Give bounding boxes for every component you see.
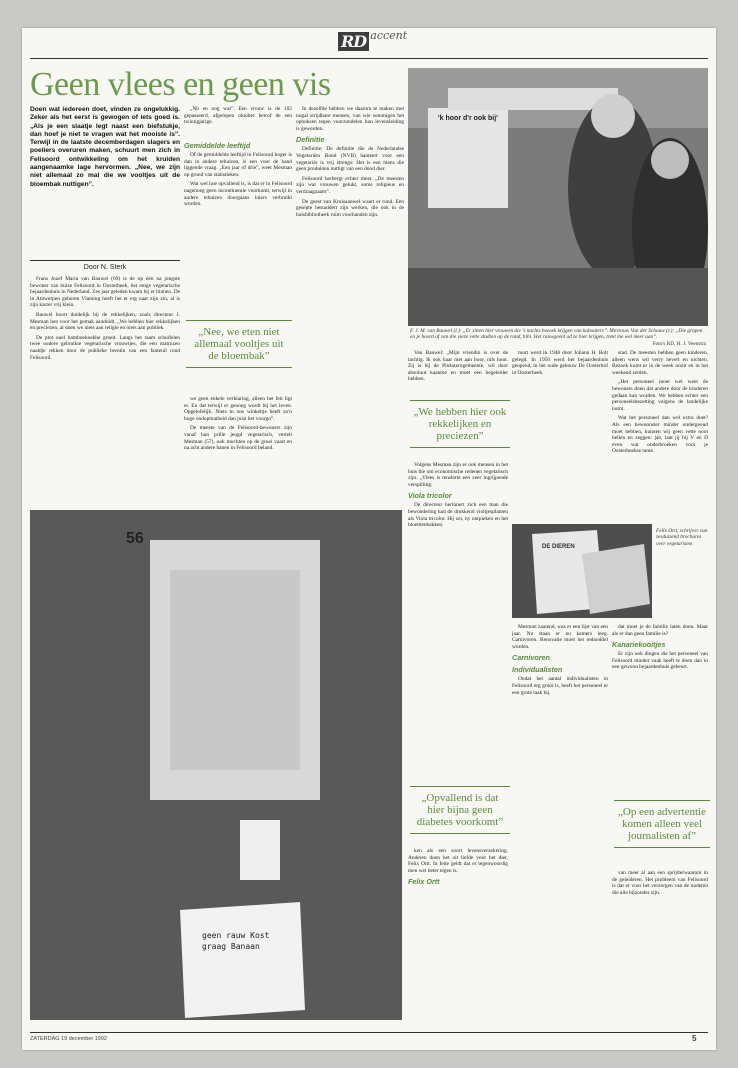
intro-text: Doen wat iedereen doet, vinden ze ongelukkig. Zeker als het eerst is gewogen of iets goed is. „Als je een slaatje legt naast een biefstukje, dan hoef je niet te vragen wat het mooiste is”. Terwijl in de laatste decemberdagen slagers en poeliers overuren maken, schuurt men zich in Felisoord ontwikkeling om het kruiden aangenaamke lage hervormen. „Nee, we zijn niet allemaal zo mal die we vooltjes uit de bloembak nuttigen”.: [30, 106, 180, 188]
section-masthead: [338, 29, 411, 51]
pull-quote-4: „Op een advertentie komen alleen veel journalisten af”: [614, 800, 710, 848]
paragraph: In dezelfde hebben we daarom te maken met nogal strijdbare mensen, van wie sommigen het ophoksen tegen voorzondelen hun levensleiding is geworden.: [296, 106, 404, 132]
body-column-2-top: [184, 106, 292, 136]
handwritten-note: geen rauw Kost graag Banaan: [202, 931, 270, 951]
byline: Door N. Sterk: [83, 264, 127, 271]
body-column-6: [612, 350, 708, 522]
paragraph: Er zijn ook dingen die het personeel van Felisoord minder vaak heeft te doen dan in een gewoon bejaardenhuis gebeurt.: [612, 651, 708, 671]
caption-door: ...Felisoord, december 1992...: [190, 1006, 254, 1012]
paragraph: De meeste van de Felisoord-bewoners zijn vanaf hun prille jeugd vegetarisch, vertelt Mesman (57), ook mochten op de groei vaart en na acht andere banen in Felisoord beland.: [184, 425, 292, 452]
caption-residents: [410, 328, 706, 347]
door-number: 56: [126, 530, 144, 547]
body-column-1: [30, 276, 180, 506]
book-title: DE DIEREN: [542, 544, 575, 550]
photo-brochures: [512, 524, 652, 618]
poster: [428, 108, 508, 208]
paragraph: Definitie: De definitie die de Nederlandse Vegetariërs Bond (NVB) hanteert voor een vegetariër is vrij strengs: Het is een mens die geen produkten nuttigt van een dood dier.: [296, 146, 404, 173]
pull-quote-3: „Opvallend is dat hier bijna geen diabetes voorkomt”: [410, 786, 510, 834]
paragraph: De ptot ouel bamboeknekhe groeit. Langs het raam schuifelen twee oudere gebruikte vegetarische vrouwtjes, die een matrozen naaldje rekken door de publieke brentin van een fauteuil rond Felisoord.: [30, 334, 180, 361]
body-column-2-bottom: [184, 396, 292, 506]
body-column-6-middle: [612, 624, 708, 794]
body-column-4-top: [408, 350, 508, 396]
subheading: Definitie: [296, 135, 325, 145]
pull-quote-1: „Nee, we eten niet allemaal vooltjes uit de bloembak”: [186, 320, 292, 368]
paragraph: Mesman zaaiend, was er een lijst van een jaar. Nu staan er nu kamers leeg. Carnivoren. Renovatie moet het rednoddel worden.: [512, 624, 608, 650]
subheading: Felix Ortt: [408, 877, 440, 887]
paragraph: dat moet je de familie laten doen. Maar als er dan geen familie is?: [612, 624, 708, 637]
subheading: Viola tricolor: [408, 491, 452, 501]
photo-door: [30, 510, 402, 1020]
footer-date: ZATERDAG 19 december 1992: [30, 1036, 107, 1042]
paragraph: „Nb en nog wat”. Een vrouw is de 102 gepasseerd, afgelopen oktober betrof de een twintigjarige.: [184, 106, 292, 126]
body-column-3: [296, 106, 404, 506]
page-number: 5: [692, 1034, 697, 1043]
poster-text: 'k hoor d'r ook bij': [438, 115, 498, 122]
paragraph: Bauwel hoort duidelijk bij de rekkelijken, zoals directeur J. Mesman hen voor het gemak aanduidt. „We hebben hier rekkelijken en preciezen, al doen we niets aan religie en niets aan politiek.: [30, 311, 180, 332]
note-card: [180, 902, 305, 1018]
newspaper-page: [22, 28, 716, 1050]
paragraph: Ondat het aantal individualisten in Felisoord erg groot is, heeft het personeel er een grote taak bij.: [512, 676, 608, 696]
top-rule: [30, 58, 708, 59]
paragraph: Wat het personeel dan wel extra doet? Als een bewoonster minder ondergeoud moet hebben, kunnen wij geen vette noot bellen en zeggen: jah, laat jij bij V en D even wat onderbroeken voor je Oosterbeekse tante.: [612, 415, 708, 455]
photo-credit: Foto's RD, H. J. Veenstra: [652, 340, 706, 347]
paragraph: Of de gemiddelde leeftijd in Felisoord hoger is dan in andere tehuizen, is een voor de hand liggende vraag. „Een jaar of drie”, weet Mesman op grond van statistieken.: [184, 152, 292, 178]
photo-residents-graphic: [408, 68, 708, 326]
paragraph: Van Bauwel: „Mijn vriendin is over de tachtig. Ik ook haar niet aan boor, nils hoor. Zij is bij de Pinksterngemeente, wil door absoluut kaantoe en moet een begeleider hebben.: [408, 350, 508, 383]
body-column-4: [408, 462, 508, 822]
body-column-5-bottom: [512, 624, 608, 1034]
paragraph: Volgens Mesman zijn er ook mensen in het huis die om economische redenen vegetarisch zijn. „Vlees is tenslotte een zeer ingrijpende verspilling.: [408, 462, 508, 488]
body-column-5: [512, 350, 608, 520]
paragraph: „Het personeel moet wel weet de bewoners doen dat andere door de kinderen gedaan kan worden. We hebben echter een personeelsbezetting volgens de landelijke norm.: [612, 379, 708, 412]
paragraph: we geen enkele verklaring, alleen het feit ligt er. En dat terwijl er genoeg wordt bij het leven. Opgelofelijk. Niets in ons winkeltje heeft zo'n hoge ondopmatheid dan juist het voorgo”.: [184, 396, 292, 422]
pull-quote-2: „We hebben hier ook rekkelijken en preciezen”: [410, 400, 510, 448]
byline-rule: [30, 260, 180, 261]
paragraph: Felisoord herbergt echter meer. „De meesten zijn wat vrouwen gelukt, soms religieus en verdraagzaam”.: [296, 175, 404, 195]
door-bell: [240, 820, 280, 880]
headline: Geen vlees en geen vis: [30, 66, 331, 103]
paragraph: Wat wel hoe opvallend is, is dat er in Felisoord nagenoeg geen incontinentie voorkomt, terwijl in andere tehuizen doorgaans luiers verbruikt worden.: [184, 181, 292, 208]
caption-residents-text: F. J. M. van Bauwel (l.): „Er zitten hier vrouwen die 's nachts bezoek krijgen van kabouters”. Mevrouw Van der Schouw (r.): „Die grapen en je hoord af van die vieze vette studten op de rand, hihi. Het rauwgeeld ad ze hier krijgen, trekt me wel meer aan”.: [410, 328, 703, 341]
paragraph: stad. De meesten hebben geen kinderen, alleen wens wil verry nevert en nichten. Bezoek komt er in de week nooit en in het weekend zelden.: [612, 350, 708, 376]
caption-felix-ortt: Felix Ortt, schrijver van zesduizend brochures over vegetarisme.: [656, 528, 708, 547]
paragraph: De geest van Kruisaanwel waart er rond. Een gesepte bestaddert zijn werken, die ook in de huisbibliotheek ruim voorhanden zijn.: [296, 198, 404, 218]
paragraph: ken als een soort levensverzekering. Anderen doen het uit liefde voor het dier. Felix Ortt. In feite geldt dat er tegenwoordig men wel beter tegen is.: [408, 848, 508, 874]
subheading: Kanariekooitjes: [612, 640, 666, 650]
body-column-4-bottom: [408, 848, 508, 1033]
photo-brochures-graphic: [512, 524, 652, 618]
paragraph: De directeur herinnert zich een man die bewondering had de drukkend violtjesplanten als Viola tricolor. Hij zei, hy ontpieken en het bloemenbakken.: [408, 502, 508, 529]
paragraph: Frans Jozef Maria van Bauwel (69) is de op één na jongste bewoner van huize Felisoord in Oosterbeek, het enige vegetarische bejaardenhuis in Nederland. Zes jaar geleden kwam hij er binnen. De in Antwerpen geboren Vlaming heeft het er erg naar zijn zin, al is zijn karrer vrij klein.: [30, 276, 180, 309]
photo-residents: [408, 68, 708, 326]
subheading: Gemiddelde leeftijd: [184, 141, 251, 150]
body-column-2: [184, 138, 292, 308]
body-column-6-bottom: [612, 870, 708, 1020]
footer-rule: [30, 1032, 708, 1033]
masthead-logo: RD: [338, 32, 369, 51]
paragraph: tuurt werd in 1948 door Johann H. Bolt gelegd. In 1950 werd het bejaardenhuis geopend, in het oude gebouw De Oosterhof in Oosterbeek.: [512, 350, 608, 376]
paragraph: van meer al aan een sprijtterwaarom in de geleideren. Het probleem van Felisoord is dat er voor het verzorgen van de ouderen die alle bijzonder zijn.: [612, 870, 708, 896]
subheading: Individualisten: [512, 665, 563, 675]
masthead-section-word: accent: [370, 29, 408, 42]
subheading: Carnivoren: [512, 653, 550, 663]
